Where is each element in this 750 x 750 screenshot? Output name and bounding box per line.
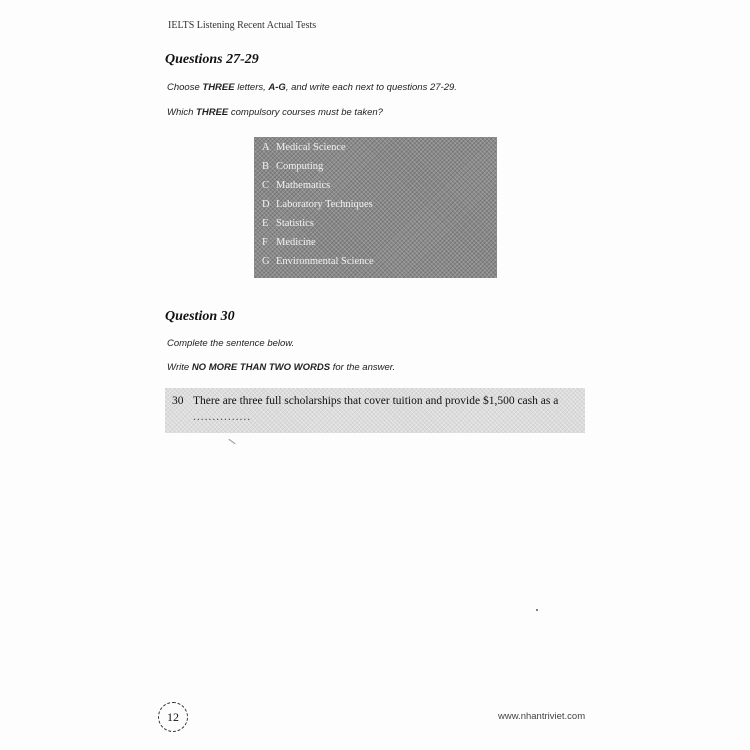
option-g: G Environmental Science [262, 256, 374, 267]
answer-blank: ............... [193, 411, 252, 423]
option-c: C Mathematics [262, 180, 331, 191]
page-number-badge: 12 [158, 702, 188, 732]
question-30-heading: Question 30 [165, 309, 235, 324]
questions-27-29-heading: Questions 27-29 [165, 52, 259, 67]
sentence-text: There are three full scholarships that cover tuition and provide $1,500 cash as a [193, 395, 559, 407]
word-limit-instruction: Write NO MORE THAN TWO WORDS for the answer. [167, 362, 396, 373]
choose-letters-instruction: Choose THREE letters, A-G, and write each next to questions 27-29. [167, 82, 457, 93]
compulsory-courses-question: Which THREE compulsory courses must be taken? [167, 107, 383, 118]
option-d: D Laboratory Techniques [262, 199, 373, 210]
option-a: A Medical Science [262, 142, 346, 153]
running-header: IELTS Listening Recent Actual Tests [168, 20, 317, 31]
option-b: B Computing [262, 161, 324, 172]
scan-mark [228, 439, 235, 444]
scan-speck [536, 609, 538, 611]
option-e: E Statistics [262, 218, 314, 229]
option-f: F Medicine [262, 237, 316, 248]
sentence-completion-box [165, 388, 585, 433]
complete-sentence-instruction: Complete the sentence below. [167, 338, 295, 349]
website-url: www.nhantriviet.com [498, 711, 586, 722]
question-number: 30 [172, 395, 184, 407]
options-box [254, 137, 497, 278]
